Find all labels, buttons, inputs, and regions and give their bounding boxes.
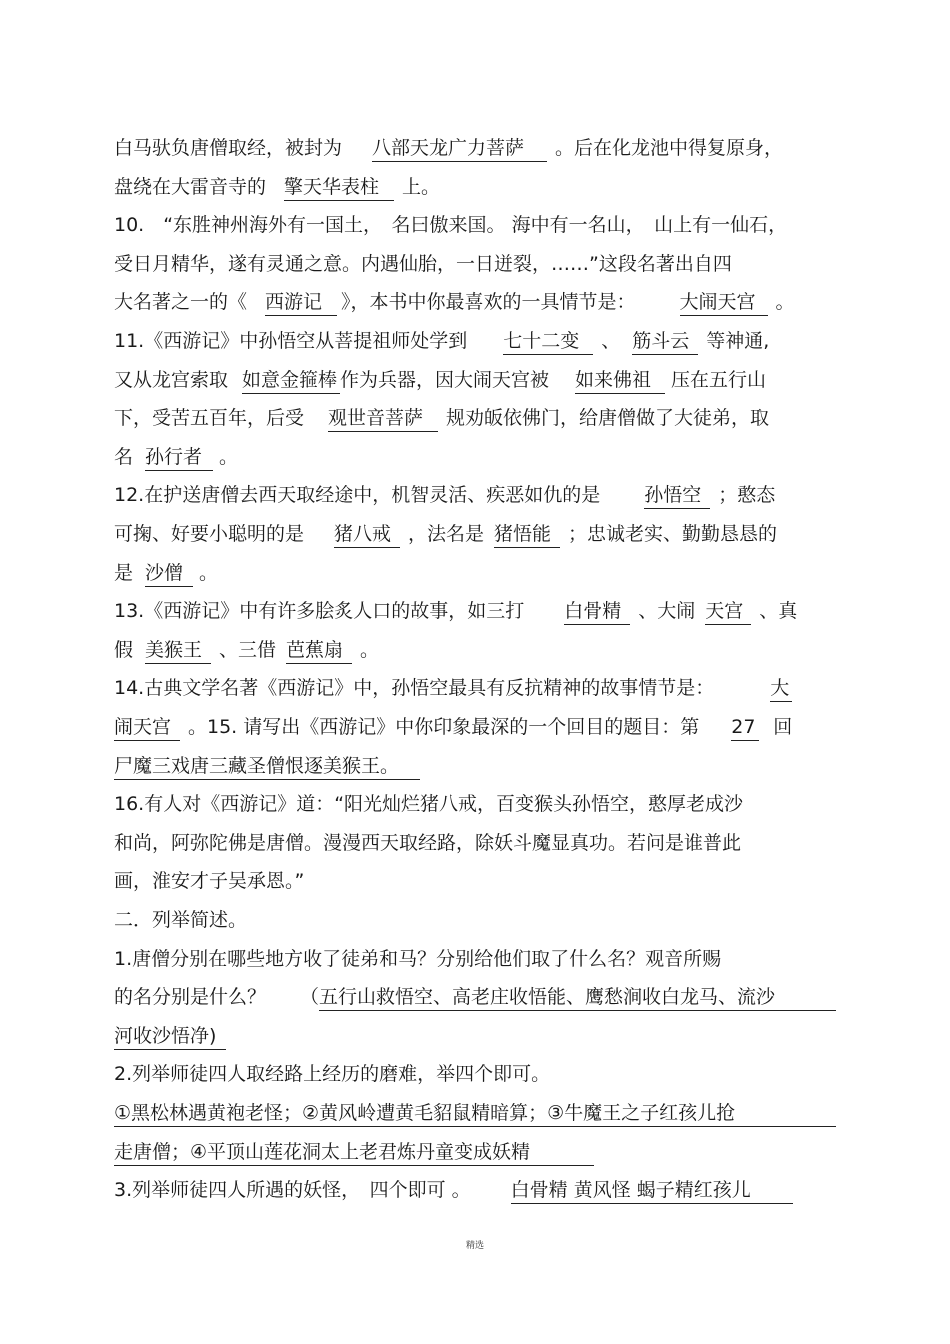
text-line bbox=[114, 170, 836, 204]
line-text: 回 bbox=[773, 716, 793, 738]
line-text: 16.有人对《西游记》道：“阳光灿烂猪八戒，百变猴头孙悟空，憨厚老成沙 bbox=[114, 793, 744, 816]
answer-blank: 河收沙悟净) bbox=[114, 1023, 226, 1050]
line-text: 、 bbox=[601, 330, 621, 352]
text-line bbox=[114, 633, 836, 667]
answer-blank: 猪八戒 bbox=[334, 521, 400, 548]
answer-blank: 大闹天宫 bbox=[680, 289, 768, 316]
text-line bbox=[114, 903, 836, 937]
line-text: 压在五行山 bbox=[671, 368, 767, 391]
line-text: 和尚，阿弥陀佛是唐僧。漫漫西天取经路，除妖斗魔显真功。若问是谁普此 bbox=[114, 831, 742, 854]
answer-blank: 沙僧 bbox=[145, 560, 193, 587]
text-line bbox=[114, 363, 836, 397]
line-text: 白马驮负唐僧取经，被封为 bbox=[114, 137, 343, 159]
line-text: 12.在护送唐僧去西天取经途中，机智灵活、疾恶如仇的是 bbox=[114, 484, 601, 507]
line-text: 。 bbox=[219, 445, 239, 468]
answer-blank: 孙行者 bbox=[145, 444, 213, 471]
answer-blank: 白骨精 bbox=[564, 598, 630, 625]
line-text: 假 bbox=[114, 638, 134, 661]
line-text: 大名著之一的《 bbox=[114, 291, 248, 314]
answer-blank: 尸魔三戏唐三藏圣僧恨逐美猴王。 bbox=[114, 753, 420, 780]
text-line bbox=[114, 556, 836, 590]
answer-blank: 观世音菩萨 bbox=[328, 405, 438, 432]
line-text: 、三借 bbox=[219, 638, 277, 661]
answer-blank: 芭蕉扇 bbox=[286, 637, 352, 664]
page-footer: 精选 bbox=[465, 1241, 484, 1251]
line-text: 二．列举简述。 bbox=[114, 909, 248, 931]
answer-blank: 孙悟空 bbox=[644, 482, 710, 509]
line-text: 14.古典文学名著《西游记》中，孙悟空最具有反抗精神的故事情节是： bbox=[114, 677, 715, 700]
text-line bbox=[114, 1057, 836, 1091]
line-text: 10. “东胜神州海外有一国土， 名曰傲来国。 海中有一名山， 山上有一仙石， bbox=[114, 214, 788, 237]
text-line bbox=[114, 787, 836, 821]
line-text: 1.唐僧分别在哪些地方收了徒弟和马？分别给他们取了什么名？观音所赐 bbox=[114, 947, 722, 970]
line-text: 等神通, bbox=[706, 330, 770, 352]
answer-blank: 美猴王 bbox=[145, 637, 211, 664]
answer-blank: 走唐僧；④平顶山莲花洞太上老君炼丹童变成妖精 bbox=[114, 1139, 594, 1166]
line-text: 下，受苦五百年，后受 bbox=[114, 407, 305, 430]
text-line bbox=[114, 440, 836, 474]
answer-blank: 闹天宫 bbox=[114, 714, 180, 741]
text-line bbox=[114, 247, 836, 281]
line-text: 》，本书中你最喜欢的一具情节是： bbox=[341, 291, 636, 314]
text-line bbox=[114, 594, 836, 628]
text-line bbox=[114, 401, 836, 435]
line-text: 的名分别是什么？ bbox=[114, 986, 267, 1009]
text-line bbox=[114, 710, 836, 744]
text-line bbox=[114, 517, 836, 551]
line-text: 可掬、好要小聪明的是 bbox=[114, 523, 305, 545]
text-line bbox=[114, 1096, 836, 1130]
text-line bbox=[114, 478, 836, 512]
text-line bbox=[114, 208, 836, 242]
line-text: 。15. 请写出《西游记》中你印象最深的一个回目的题目：第 bbox=[188, 716, 700, 738]
text-line bbox=[114, 980, 836, 1014]
text-line bbox=[114, 324, 836, 358]
line-text: ；憨态 bbox=[718, 484, 776, 507]
text-line bbox=[114, 671, 836, 705]
line-text: 、真 bbox=[759, 600, 798, 623]
answer-blank: 七十二变 bbox=[503, 328, 593, 355]
line-text: 3.列举师徒四人所遇的妖怪， 四个即可 。 bbox=[114, 1179, 471, 1202]
answer-blank: ①黑松林遇黄袍老怪；②黄风岭遭黄毛貂鼠精暗算；③牛魔王之子红孩儿抢 bbox=[114, 1100, 836, 1127]
line-text: 上。 bbox=[402, 175, 441, 198]
line-text: 2.列举师徒四人取经路上经历的磨难，举四个即可。 bbox=[114, 1063, 551, 1086]
answer-blank: 天宫 bbox=[705, 598, 751, 625]
text-line bbox=[114, 1019, 836, 1053]
line-text: 作为兵器，因大闹天宫被 bbox=[340, 368, 550, 391]
answer-blank: 筋斗云 bbox=[632, 328, 698, 355]
line-text: 受日月精华，遂有灵通之意。内遇仙胎，一日迸裂，……”这段名著出自四 bbox=[114, 252, 732, 275]
line-text: 规劝皈依佛门，给唐僧做了大徒弟，取 bbox=[446, 407, 770, 430]
line-text: 。 bbox=[199, 561, 219, 584]
answer-blank: 猪悟能 bbox=[494, 521, 560, 548]
line-text: 、大闹 bbox=[638, 600, 696, 623]
text-line bbox=[114, 749, 836, 783]
answer-blank: 大 bbox=[770, 675, 792, 702]
line-text: 11.《西游记》中孙悟空从菩提祖师处学到 bbox=[114, 330, 468, 352]
answer-blank: 27 bbox=[731, 714, 759, 741]
text-line bbox=[114, 1173, 836, 1207]
text-line bbox=[114, 131, 836, 165]
line-text: 是 bbox=[114, 561, 134, 584]
answer-blank: 如意金箍棒 bbox=[242, 367, 340, 394]
answer-blank: 擎天华表柱 bbox=[284, 174, 394, 201]
answer-blank: 西游记 bbox=[265, 289, 337, 316]
text-line bbox=[114, 1135, 836, 1169]
line-text: （ bbox=[300, 986, 320, 1009]
text-line bbox=[114, 826, 836, 860]
text-line bbox=[114, 864, 836, 898]
line-text: 13.《西游记》中有许多脍炙人口的故事，如三打 bbox=[114, 600, 525, 623]
line-text: 名 bbox=[114, 445, 134, 468]
line-text: 。 bbox=[360, 638, 380, 661]
answer-blank: 八部天龙广力菩萨 bbox=[372, 135, 547, 162]
line-text: 。后在化龙池中得复原身， bbox=[555, 137, 784, 159]
text-line bbox=[114, 942, 836, 976]
answer-blank: 如来佛祖 bbox=[575, 367, 665, 394]
answer-blank: 五行山救悟空、高老庄收悟能、鹰愁涧收白龙马、流沙 bbox=[319, 984, 836, 1011]
answer-blank: 白骨精 黄风怪 蝎子精红孩儿 bbox=[511, 1177, 793, 1204]
line-text: 。 bbox=[775, 291, 795, 314]
line-text: ；忠诚老实、勤勤恳恳的 bbox=[568, 523, 778, 545]
text-line bbox=[114, 285, 836, 319]
line-text: 又从龙宫索取 bbox=[114, 368, 229, 391]
line-text: 画，淮安才子吴承恩。” bbox=[114, 870, 305, 893]
line-text: ，法名是 bbox=[408, 523, 485, 545]
line-text: 盘绕在大雷音寺的 bbox=[114, 175, 267, 198]
